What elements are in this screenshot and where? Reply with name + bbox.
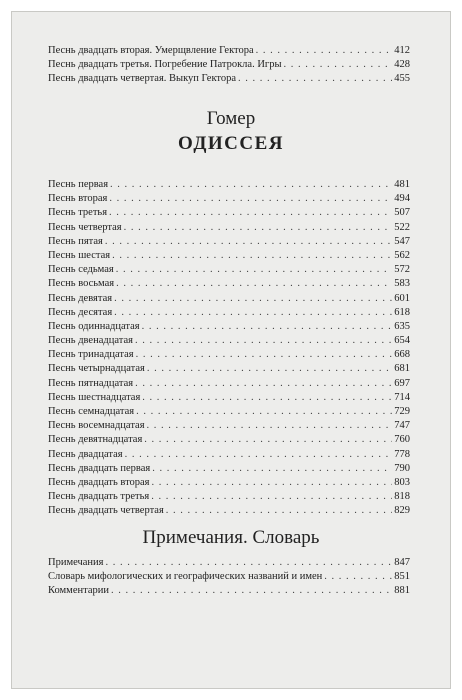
toc-iliad-continued: [48, 44, 410, 87]
notes-heading: Примечания. Словарь: [142, 527, 320, 548]
toc-entry: [48, 292, 410, 306]
dot-leader: [166, 504, 392, 518]
toc-entry-title: Песнь семнадцатая: [48, 406, 135, 417]
toc-entry-page: 790: [394, 462, 410, 474]
toc-entry: [48, 348, 410, 362]
toc-entry-page: 803: [394, 476, 410, 488]
dot-leader: [147, 419, 393, 433]
toc-entry: [48, 44, 410, 58]
toc-entry-page: 778: [394, 448, 410, 460]
toc-entry: [48, 334, 410, 348]
toc-entry-title: Песнь пятнадцатая: [48, 377, 134, 389]
toc-entry-title: Песнь двадцать третья. Погребение Патрокла. Игры: [48, 59, 282, 71]
toc-entry-title: Комментарии: [48, 585, 109, 597]
toc-entry-page: 562: [394, 249, 410, 261]
toc-entry-title: Песнь тринадцатая: [48, 349, 134, 361]
toc-entry: [48, 570, 410, 584]
toc-entry-title: Песнь двадцать вторая. Умерщвление Гектора: [48, 45, 254, 56]
toc-odyssey: [48, 178, 410, 519]
toc-notes: [48, 556, 410, 599]
dot-leader: [147, 362, 392, 376]
toc-entry: [48, 584, 410, 598]
toc-entry-title: Песнь восьмая: [48, 278, 115, 290]
toc-entry-title: Песнь первая: [48, 179, 109, 190]
toc-entry: [48, 433, 410, 447]
toc-entry-page: 601: [394, 292, 410, 304]
toc-entry-title: Песнь двадцать вторая: [48, 476, 150, 488]
toc-entry-page: 714: [394, 391, 410, 403]
toc-entry-title: Песнь девятая: [48, 292, 113, 304]
toc-entry: [48, 58, 410, 72]
toc-entry: [48, 235, 410, 249]
toc-entry: [48, 391, 410, 405]
toc-entry-page: 412: [394, 45, 410, 56]
dot-leader: [114, 306, 392, 320]
dot-leader: [144, 433, 392, 447]
dot-leader: [142, 391, 392, 405]
dot-leader: [109, 206, 392, 220]
toc-entry: [48, 405, 410, 419]
toc-entry-page: 507: [394, 207, 410, 219]
toc-entry-title: Песнь восемнадцатая: [48, 420, 145, 432]
dot-leader: [151, 490, 392, 504]
toc-entry-page: 760: [394, 434, 410, 446]
dot-leader: [116, 277, 392, 291]
toc-entry: [48, 192, 410, 206]
toc-entry-title: Примечания: [48, 557, 104, 568]
dot-leader: [284, 58, 393, 72]
toc-entry-title: Песнь шестнадцатая: [48, 391, 141, 403]
toc-entry-page: 635: [394, 320, 410, 332]
toc-entry-page: 851: [394, 571, 410, 583]
toc-entry-page: 668: [394, 349, 410, 361]
toc-entry: [48, 249, 410, 263]
dot-leader: [124, 221, 393, 235]
toc-entry-page: 547: [394, 235, 410, 247]
toc-entry: [48, 306, 410, 320]
toc-entry-page: 729: [394, 406, 410, 417]
toc-entry: [48, 490, 410, 504]
toc-entry-title: Песнь пятая: [48, 235, 103, 247]
dot-leader: [324, 570, 392, 584]
toc-entry: [48, 419, 410, 433]
toc-entry-page: 428: [394, 59, 410, 71]
book-page: [11, 11, 451, 689]
toc-entry-title: Песнь двадцать первая: [48, 462, 151, 474]
work-title: ОДИССЕЯ: [177, 133, 285, 154]
dot-leader: [114, 292, 392, 306]
toc-entry-title: Песнь двадцать четвертая. Выкуп Гектора: [48, 73, 237, 85]
dot-leader: [112, 249, 392, 263]
toc-entry-title: Песнь двадцатая: [48, 448, 123, 460]
dot-leader: [111, 584, 392, 598]
toc-entry: [48, 178, 410, 192]
toc-entry: [48, 362, 410, 376]
toc-entry-title: Песнь седьмая: [48, 264, 114, 276]
toc-entry-page: 881: [394, 585, 410, 597]
toc-entry-title: Песнь шестая: [48, 249, 111, 261]
toc-entry-page: 847: [394, 557, 410, 568]
toc-entry-title: Словарь мифологических и географических названий и имен: [48, 571, 323, 583]
toc-entry-page: 697: [394, 377, 410, 389]
toc-entry-title: Песнь вторая: [48, 193, 108, 205]
toc-entry-page: 455: [394, 73, 410, 85]
toc-entry-page: 747: [394, 420, 410, 432]
toc-entry: [48, 448, 410, 462]
dot-leader: [136, 348, 393, 362]
toc-entry-title: Песнь двадцать четвертая: [48, 505, 164, 517]
toc-entry-page: 618: [394, 306, 410, 318]
toc-entry-title: Песнь третья: [48, 207, 108, 219]
toc-entry-title: Песнь одиннадцатая: [48, 320, 140, 332]
dot-leader: [105, 235, 392, 249]
toc-entry: [48, 206, 410, 220]
toc-entry-page: 494: [394, 193, 410, 205]
dot-leader: [142, 320, 393, 334]
dot-leader: [106, 556, 393, 570]
toc-entry: [48, 72, 410, 86]
toc-entry: [48, 221, 410, 235]
toc-entry-page: 681: [394, 363, 410, 375]
dot-leader: [116, 263, 393, 277]
toc-entry: [48, 377, 410, 391]
toc-entry-page: 522: [394, 221, 410, 233]
dot-leader: [256, 44, 393, 58]
toc-entry-title: Песнь двадцать третья: [48, 491, 150, 503]
toc-entry: [48, 277, 410, 291]
dot-leader: [125, 448, 393, 462]
toc-entry-title: Песнь четвертая: [48, 221, 122, 233]
dot-leader: [109, 192, 392, 206]
dot-leader: [152, 476, 393, 490]
toc-entry-title: Песнь двенадцатая: [48, 335, 133, 347]
toc-entry-title: Песнь четырнадцатая: [48, 363, 145, 375]
toc-entry: [48, 556, 410, 570]
toc-entry-page: 583: [394, 278, 410, 290]
toc-entry-page: 818: [394, 491, 410, 503]
toc-entry-title: Песнь десятая: [48, 306, 113, 318]
dot-leader: [152, 462, 392, 476]
toc-entry-page: 481: [394, 179, 410, 190]
author-name: Гомер: [206, 108, 256, 129]
toc-entry: [48, 476, 410, 490]
toc-entry: [48, 462, 410, 476]
toc-entry: [48, 320, 410, 334]
toc-entry: [48, 263, 410, 277]
toc-entry-page: 654: [394, 335, 410, 347]
toc-entry-title: Песнь девятнадцатая: [48, 434, 143, 446]
dot-leader: [110, 178, 392, 192]
dot-leader: [238, 72, 392, 86]
toc-entry: [48, 504, 410, 518]
toc-entry-page: 572: [394, 264, 410, 276]
dot-leader: [135, 377, 392, 391]
dot-leader: [136, 405, 392, 419]
toc-entry-page: 829: [394, 505, 410, 517]
dot-leader: [135, 334, 392, 348]
